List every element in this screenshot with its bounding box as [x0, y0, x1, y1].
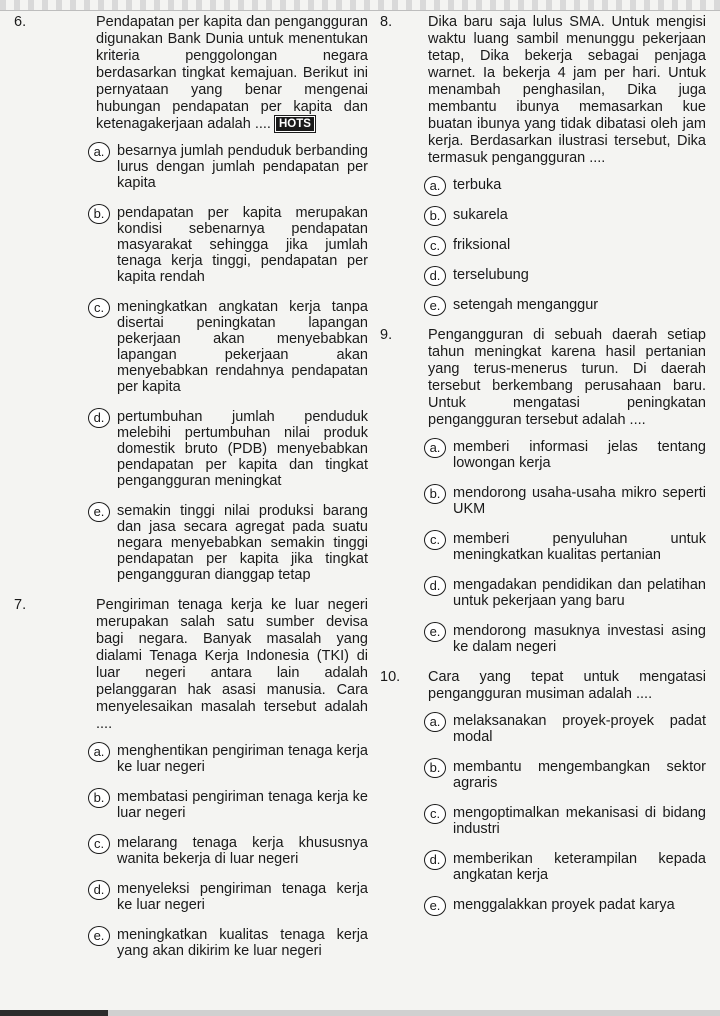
- option-text: melaksanakan proyek-proyek padat modal: [453, 713, 706, 745]
- question-number: 9.: [380, 327, 393, 343]
- option-letter: e.: [88, 926, 110, 946]
- question-number: 10.: [380, 669, 401, 685]
- bottom-edge: [0, 1010, 720, 1016]
- option-text: menggalakkan proyek padat karya: [453, 897, 675, 913]
- question-number: 6.: [14, 14, 27, 30]
- option-a[interactable]: [88, 743, 368, 775]
- option-c[interactable]: [88, 299, 368, 395]
- option-letter: d.: [88, 408, 110, 428]
- option-a[interactable]: [424, 177, 706, 193]
- option-d[interactable]: [424, 577, 706, 609]
- option-letter: a.: [424, 176, 446, 196]
- hots-badge: HOTS: [275, 116, 315, 132]
- question-9: [380, 327, 706, 655]
- option-c[interactable]: [424, 805, 706, 837]
- option-letter: a.: [424, 712, 446, 732]
- question-text: Dika baru saja lulus SMA. Untuk mengisi waktu luang sambil menunggu pekerjaan tetap, Dika bekerja sebagai penjaga warnet. Ia bekerja 4 jam per hari. Untuk menambah penghasilan, Dika juga membantu ibunya memasarkan kue buatan ibunya yang tidak dibatasi oleh jam kerja. Berdasarkan ilustrasi tersebut, Dika termasuk pengangguran ....: [428, 14, 706, 166]
- question-text: Cara yang tepat untuk mengatasi pengangguran musiman adalah ....: [428, 669, 706, 702]
- question-8: [380, 14, 706, 313]
- left-column: [14, 14, 368, 973]
- option-d[interactable]: [88, 409, 368, 489]
- option-b[interactable]: [88, 789, 368, 821]
- option-letter: c.: [88, 834, 110, 854]
- option-text: membatasi pengiriman tenaga kerja ke luar negeri: [117, 789, 368, 821]
- option-text: melarang tenaga kerja khususnya wanita bekerja di luar negeri: [117, 835, 368, 867]
- option-b[interactable]: [424, 759, 706, 791]
- option-text: mendorong usaha-usaha mikro seperti UKM: [453, 485, 706, 517]
- option-a[interactable]: [424, 713, 706, 745]
- option-letter: e.: [424, 896, 446, 916]
- option-letter: c.: [88, 298, 110, 318]
- option-letter: c.: [424, 236, 446, 256]
- option-d[interactable]: [424, 267, 706, 283]
- option-text: mendorong masuknya investasi asing ke dalam negeri: [453, 623, 706, 655]
- option-text: memberi informasi jelas tentang lowongan kerja: [453, 439, 706, 471]
- option-text: terselubung: [453, 267, 529, 283]
- option-letter: d.: [424, 576, 446, 596]
- option-e[interactable]: [424, 623, 706, 655]
- option-a[interactable]: [88, 143, 368, 191]
- option-text: mengadakan pendidikan dan pelatihan untuk pekerjaan yang baru: [453, 577, 706, 609]
- option-c[interactable]: [88, 835, 368, 867]
- question-text: Pengangguran di sebuah daerah setiap tahun meningkat karena hasil pertanian yang terus-menerus turun. Di daerah tersebut berkembang perusahaan baru. Untuk mengatasi peningkatan pengangguran tersebut adalah ....: [428, 327, 706, 428]
- option-text: pertumbuhan jumlah penduduk melebihi pertumbuhan nilai produk domestik bruto (PDB) menyebabkan pendapatan per kapita dan tingkat pengangguran meningkat: [117, 409, 368, 489]
- option-b[interactable]: [88, 205, 368, 285]
- option-letter: a.: [88, 142, 110, 162]
- option-text: mengoptimalkan mekanisasi di bidang industri: [453, 805, 706, 837]
- option-letter: d.: [424, 850, 446, 870]
- option-letter: c.: [424, 804, 446, 824]
- option-text: membantu mengembangkan sektor agraris: [453, 759, 706, 791]
- binder-edge: [0, 0, 720, 11]
- question-number: 8.: [380, 14, 393, 30]
- option-letter: b.: [88, 788, 110, 808]
- question-number: 7.: [14, 597, 27, 613]
- right-column: [380, 14, 706, 927]
- option-letter: c.: [424, 530, 446, 550]
- option-text: menyeleksi pengiriman tenaga kerja ke luar negeri: [117, 881, 368, 913]
- option-letter: e.: [424, 296, 446, 316]
- option-e[interactable]: [88, 927, 368, 959]
- option-e[interactable]: [424, 897, 706, 913]
- question-text: Pendapatan per kapita dan pengangguran digunakan Bank Dunia untuk menentukan kriteria penggolongan negara berdasarkan tingkat kemajuan. Berikut ini pernyataan yang benar mengenai hubungan pendapatan per kapita dan ketenagakerjaan adalah .... HOTS: [96, 14, 368, 132]
- option-letter: d.: [424, 266, 446, 286]
- option-text: setengah menganggur: [453, 297, 599, 313]
- option-letter: b.: [88, 204, 110, 224]
- option-text: meningkatkan angkatan kerja tanpa disertai peningkatan lapangan pekerjaan akan menyebabkan lapangan pekerjaan akan menyebabkan rendahnya pendapatan per kapita: [117, 299, 368, 395]
- option-letter: b.: [424, 484, 446, 504]
- option-e[interactable]: [424, 297, 706, 313]
- option-letter: b.: [424, 206, 446, 226]
- option-letter: d.: [88, 880, 110, 900]
- option-text: pendapatan per kapita merupakan kondisi sebenarnya pendapatan masyarakat sehingga jika jumlah tenaga kerja tinggi, pendapatan per kapita rendah: [117, 205, 368, 285]
- option-a[interactable]: [424, 439, 706, 471]
- option-text: memberi penyuluhan untuk meningkatkan kualitas pertanian: [453, 531, 706, 563]
- option-letter: a.: [424, 438, 446, 458]
- option-text: meningkatkan kualitas tenaga kerja yang akan dikirim ke luar negeri: [117, 927, 368, 959]
- option-d[interactable]: [424, 851, 706, 883]
- option-text: sukarela: [453, 207, 508, 223]
- option-text: memberikan keterampilan kepada angkatan kerja: [453, 851, 706, 883]
- option-text: terbuka: [453, 177, 502, 193]
- option-text: semakin tinggi nilai produksi barang dan jasa secara agregat pada suatu negara menyebabkan semakin tinggi pendapatan per kapita jika tingkat pengangguran dianggap tetap: [117, 503, 368, 583]
- question-text: Pengiriman tenaga kerja ke luar negeri merupakan salah satu sumber devisa bagi negara. Banyak masalah yang dialami Tenaga Kerja Indonesia (TKI) di luar negeri antara lain adalah pelanggaran hak asasi manusia. Cara menyelesaikan masalah tersebut adalah ....: [96, 597, 368, 732]
- option-letter: a.: [88, 742, 110, 762]
- option-text: besarnya jumlah penduduk berbanding lurus dengan jumlah pendapatan per kapita: [117, 143, 368, 191]
- option-text: menghentikan pengiriman tenaga kerja ke luar negeri: [117, 743, 368, 775]
- question-10: [380, 669, 706, 913]
- option-b[interactable]: [424, 207, 706, 223]
- option-letter: e.: [424, 622, 446, 642]
- option-b[interactable]: [424, 485, 706, 517]
- option-letter: e.: [88, 502, 110, 522]
- option-e[interactable]: [88, 503, 368, 583]
- option-c[interactable]: [424, 237, 706, 253]
- option-letter: b.: [424, 758, 446, 778]
- question-6: [14, 14, 368, 583]
- question-7: [14, 597, 368, 959]
- option-text: friksional: [453, 237, 511, 253]
- option-c[interactable]: [424, 531, 706, 563]
- option-d[interactable]: [88, 881, 368, 913]
